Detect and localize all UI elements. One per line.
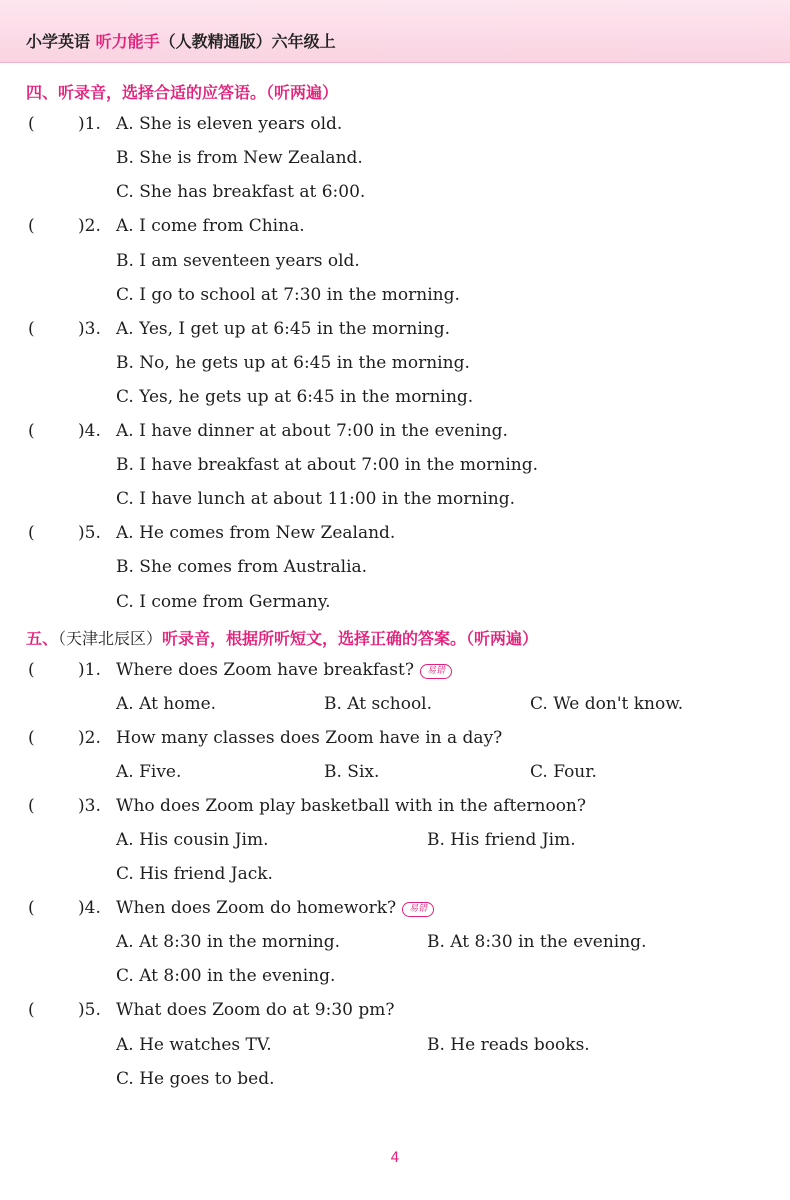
option-a: A. He comes from New Zealand. — [116, 523, 396, 543]
section-4-title: 四、听录音，选择合适的应答语。（听两遍） — [26, 83, 339, 102]
question-number: )3. — [78, 319, 101, 339]
question-number: )4. — [78, 898, 101, 918]
option-a: A. I come from China. — [116, 216, 305, 236]
option-a: A. He watches TV. — [116, 1035, 272, 1055]
option-b: B. I have breakfast at about 7:00 in the morning. — [116, 455, 538, 475]
answer-bracket[interactable]: ( — [28, 898, 35, 918]
answer-bracket[interactable]: ( — [28, 216, 35, 236]
answer-bracket[interactable]: ( — [28, 114, 35, 134]
answer-bracket[interactable]: ( — [28, 421, 35, 441]
question-text — [116, 660, 452, 680]
question-number: )2. — [78, 216, 101, 236]
answer-bracket[interactable]: ( — [28, 796, 35, 816]
question-number: )1. — [78, 114, 101, 134]
answer-bracket[interactable]: ( — [28, 728, 35, 748]
option-c: C. He goes to bed. — [116, 1069, 275, 1089]
option-b: B. Six. — [324, 762, 380, 782]
option-c: C. Four. — [530, 762, 597, 782]
option-c: C. I have lunch at about 11:00 in the morning. — [116, 489, 516, 509]
option-b: B. He reads books. — [427, 1035, 590, 1055]
answer-bracket[interactable]: ( — [28, 1000, 35, 1020]
option-c: C. We don't know. — [530, 694, 684, 714]
question-number: )2. — [78, 728, 101, 748]
option-c: C. I come from Germany. — [116, 592, 331, 612]
question-number: )1. — [78, 660, 101, 680]
error-prone-tag: 易错 — [402, 902, 434, 917]
section-5-instruction: 听录音，根据所听短文，选择正确的答案。（听两遍） — [162, 629, 539, 648]
option-b: B. She is from New Zealand. — [116, 148, 363, 168]
option-a: A. Yes, I get up at 6:45 in the morning. — [116, 319, 451, 339]
book-title-edition: （人教精通版）六年级上 — [159, 32, 336, 51]
header-band — [0, 0, 790, 63]
section-5-region: （天津北辰区） — [58, 629, 163, 648]
option-a: A. She is eleven years old. — [116, 114, 343, 134]
section-5-number: 五、 — [26, 629, 59, 648]
option-c: C. I go to school at 7:30 in the morning. — [116, 285, 460, 305]
answer-bracket[interactable]: ( — [28, 523, 35, 543]
option-c: C. His friend Jack. — [116, 864, 273, 884]
option-b: B. His friend Jim. — [427, 830, 576, 850]
book-title-series: 听力能手 — [95, 32, 160, 51]
answer-bracket[interactable]: ( — [28, 319, 35, 339]
book-title — [26, 29, 336, 52]
question-number: )3. — [78, 796, 101, 816]
page-number: 4 — [390, 1150, 400, 1166]
option-a: A. At 8:30 in the morning. — [116, 932, 341, 952]
question-text: What does Zoom do at 9:30 pm? — [116, 1000, 395, 1020]
error-prone-tag: 易错 — [420, 664, 452, 679]
option-b: B. She comes from Australia. — [116, 557, 368, 577]
option-a: A. Five. — [116, 762, 182, 782]
question-text-content: Where does Zoom have breakfast? — [116, 660, 414, 680]
option-b: B. At 8:30 in the evening. — [427, 932, 647, 952]
option-a: A. At home. — [116, 694, 217, 714]
option-a: A. His cousin Jim. — [116, 830, 269, 850]
question-text: Who does Zoom play basketball with in the afternoon? — [116, 796, 586, 816]
option-c: C. At 8:00 in the evening. — [116, 966, 336, 986]
section-5-title — [26, 626, 538, 649]
question-text — [116, 898, 434, 918]
option-c: C. Yes, he gets up at 6:45 in the morning. — [116, 387, 474, 407]
question-text-content: When does Zoom do homework? — [116, 898, 397, 918]
question-text: How many classes does Zoom have in a day? — [116, 728, 503, 748]
question-number: )5. — [78, 523, 101, 543]
option-b: B. I am seventeen years old. — [116, 251, 360, 271]
option-b: B. No, he gets up at 6:45 in the morning. — [116, 353, 470, 373]
option-b: B. At school. — [324, 694, 433, 714]
book-title-subject: 小学英语 — [26, 32, 96, 51]
option-a: A. I have dinner at about 7:00 in the evening. — [116, 421, 508, 441]
question-number: )5. — [78, 1000, 101, 1020]
answer-bracket[interactable]: ( — [28, 660, 35, 680]
option-c: C. She has breakfast at 6:00. — [116, 182, 366, 202]
question-number: )4. — [78, 421, 101, 441]
